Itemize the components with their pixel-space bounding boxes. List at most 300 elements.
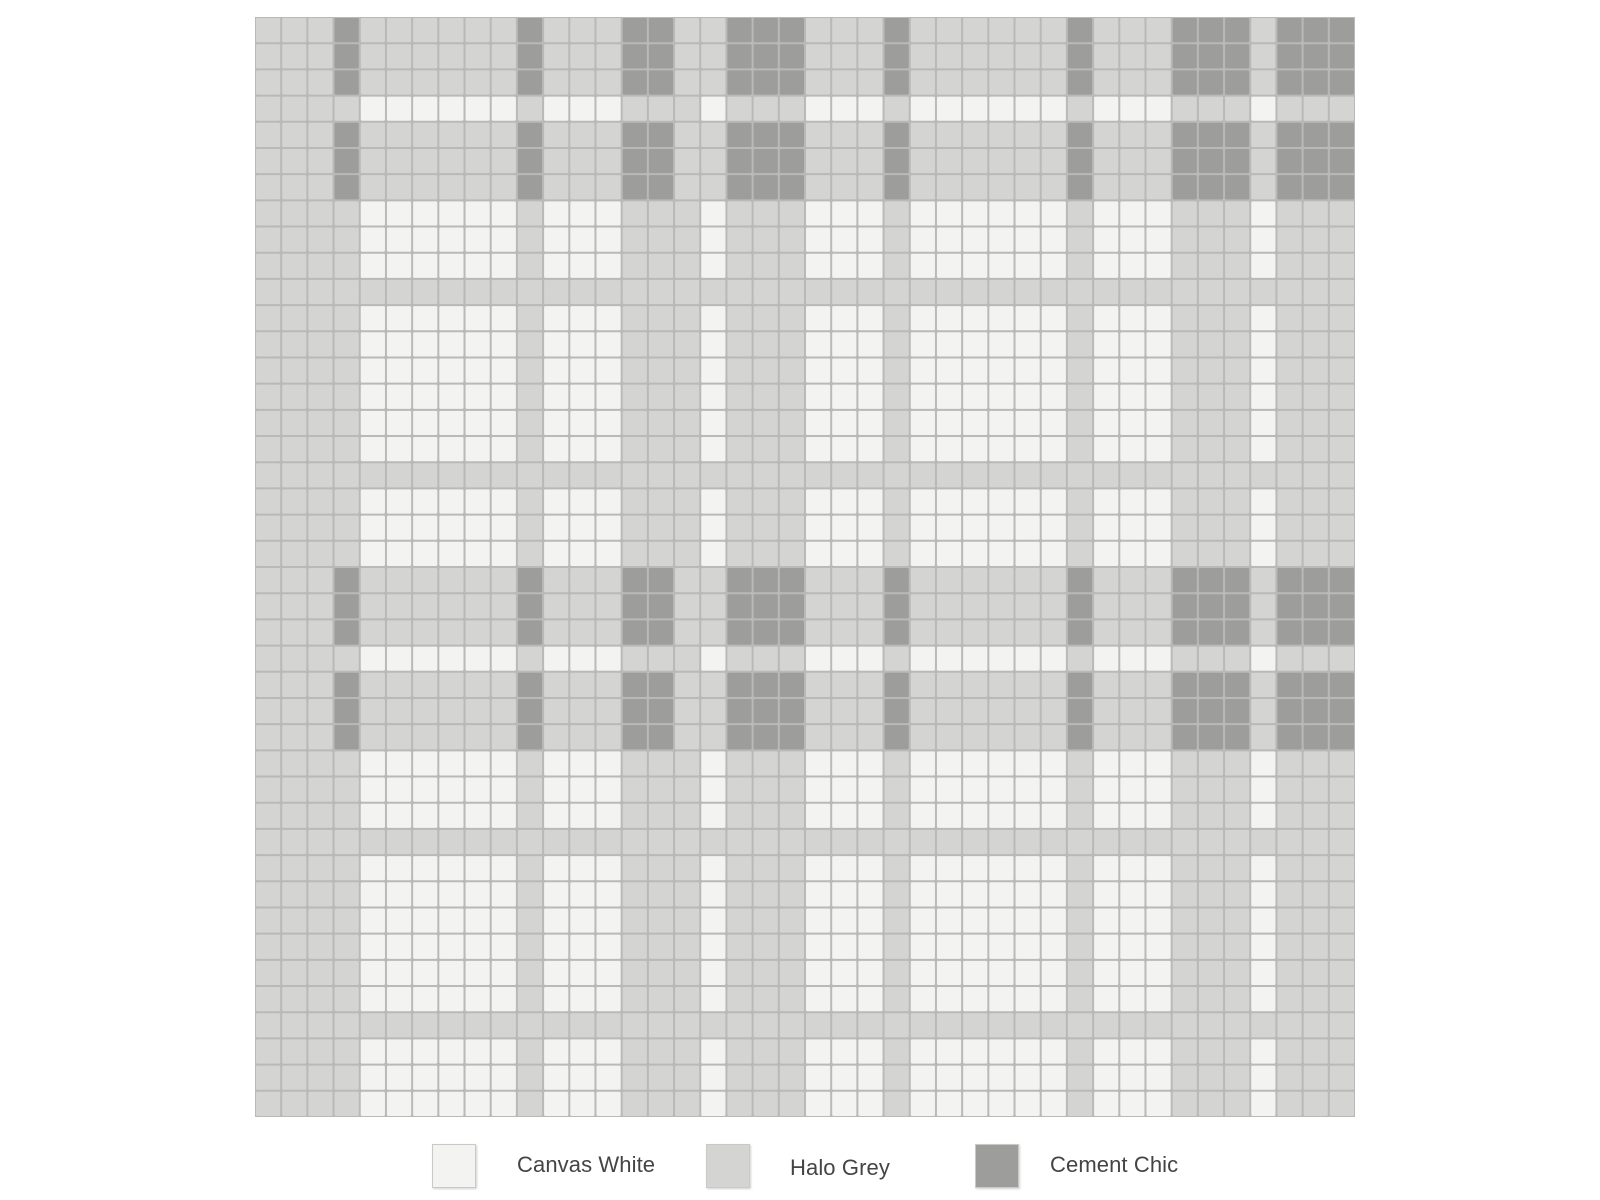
tile-halo-grey — [1304, 228, 1328, 252]
tile-halo-grey — [492, 594, 516, 618]
tile-halo-grey — [1173, 437, 1197, 461]
tile-halo-grey — [256, 280, 280, 304]
tile-canvas-white — [466, 1039, 490, 1063]
tile-halo-grey — [1225, 1066, 1249, 1090]
tile-canvas-white — [832, 647, 856, 671]
tile-halo-grey — [701, 620, 725, 644]
tile-canvas-white — [1094, 385, 1118, 409]
tile-cement-chic — [623, 44, 647, 68]
tile-canvas-white — [806, 385, 830, 409]
tile-halo-grey — [1146, 175, 1170, 199]
tile-halo-grey — [335, 751, 359, 775]
tile-canvas-white — [1251, 647, 1275, 671]
tile-halo-grey — [256, 673, 280, 697]
tile-canvas-white — [1120, 332, 1144, 356]
tile-canvas-white — [989, 516, 1013, 540]
tile-cement-chic — [1330, 123, 1354, 147]
tile-halo-grey — [282, 175, 306, 199]
tile-halo-grey — [1068, 489, 1092, 513]
tile-cement-chic — [1304, 699, 1328, 723]
tile-halo-grey — [754, 935, 778, 959]
tile-halo-grey — [675, 594, 699, 618]
tile-halo-grey — [256, 594, 280, 618]
tile-halo-grey — [989, 830, 1013, 854]
tile-canvas-white — [1042, 856, 1066, 880]
tile-canvas-white — [492, 1092, 516, 1116]
tile-canvas-white — [1042, 254, 1066, 278]
tile-halo-grey — [780, 882, 804, 906]
tile-cement-chic — [727, 149, 751, 173]
tile-cement-chic — [1330, 70, 1354, 94]
tile-cement-chic — [780, 18, 804, 42]
tile-halo-grey — [1094, 70, 1118, 94]
tile-halo-grey — [858, 673, 882, 697]
tile-halo-grey — [282, 908, 306, 932]
tile-canvas-white — [1094, 437, 1118, 461]
tile-cement-chic — [518, 620, 542, 644]
tile-halo-grey — [754, 1092, 778, 1116]
tile-halo-grey — [727, 516, 751, 540]
tile-halo-grey — [518, 463, 542, 487]
tile-cement-chic — [1277, 44, 1301, 68]
tile-halo-grey — [1016, 620, 1040, 644]
tile-canvas-white — [832, 961, 856, 985]
tile-halo-grey — [1251, 463, 1275, 487]
tile-halo-grey — [256, 856, 280, 880]
tile-halo-grey — [858, 123, 882, 147]
tile-halo-grey — [727, 254, 751, 278]
tile-canvas-white — [544, 987, 568, 1011]
tile-canvas-white — [963, 882, 987, 906]
tile-halo-grey — [727, 411, 751, 435]
tile-canvas-white — [413, 908, 437, 932]
tile-canvas-white — [1042, 332, 1066, 356]
tile-canvas-white — [1251, 306, 1275, 330]
tile-canvas-white — [1094, 882, 1118, 906]
tile-halo-grey — [1251, 18, 1275, 42]
tile-canvas-white — [937, 516, 961, 540]
tile-canvas-white — [858, 961, 882, 985]
tile-halo-grey — [885, 908, 909, 932]
tile-halo-grey — [675, 908, 699, 932]
tile-canvas-white — [963, 1039, 987, 1063]
tile-halo-grey — [1146, 830, 1170, 854]
tile-canvas-white — [439, 751, 463, 775]
tile-halo-grey — [1068, 97, 1092, 121]
tile-halo-grey — [1068, 987, 1092, 1011]
tile-halo-grey — [806, 568, 830, 592]
tile-halo-grey — [675, 1039, 699, 1063]
tile-halo-grey — [282, 44, 306, 68]
tile-halo-grey — [439, 149, 463, 173]
tile-canvas-white — [989, 882, 1013, 906]
tile-halo-grey — [387, 70, 411, 94]
tile-halo-grey — [387, 620, 411, 644]
tile-halo-grey — [1146, 70, 1170, 94]
tile-halo-grey — [649, 830, 673, 854]
tile-halo-grey — [439, 673, 463, 697]
tile-canvas-white — [1042, 97, 1066, 121]
tile-cement-chic — [623, 175, 647, 199]
tile-canvas-white — [596, 489, 620, 513]
tile-halo-grey — [701, 725, 725, 749]
tile-halo-grey — [1016, 699, 1040, 723]
tile-halo-grey — [649, 987, 673, 1011]
tile-halo-grey — [675, 463, 699, 487]
tile-halo-grey — [282, 987, 306, 1011]
tile-halo-grey — [858, 1013, 882, 1037]
tile-halo-grey — [256, 1066, 280, 1090]
tile-halo-grey — [1304, 1092, 1328, 1116]
tile-halo-grey — [544, 18, 568, 42]
tile-canvas-white — [858, 987, 882, 1011]
tile-canvas-white — [1016, 437, 1040, 461]
tile-halo-grey — [885, 385, 909, 409]
tile-halo-grey — [570, 175, 594, 199]
tile-halo-grey — [308, 908, 332, 932]
tile-canvas-white — [832, 856, 856, 880]
tile-halo-grey — [1173, 411, 1197, 435]
tile-halo-grey — [308, 725, 332, 749]
tile-halo-grey — [308, 647, 332, 671]
tile-canvas-white — [1251, 411, 1275, 435]
tile-halo-grey — [623, 856, 647, 880]
tile-halo-grey — [282, 804, 306, 828]
tile-halo-grey — [335, 856, 359, 880]
tile-canvas-white — [413, 228, 437, 252]
tile-canvas-white — [1042, 385, 1066, 409]
tile-halo-grey — [623, 778, 647, 802]
tile-halo-grey — [518, 228, 542, 252]
tile-canvas-white — [466, 411, 490, 435]
tile-halo-grey — [1330, 516, 1354, 540]
tile-halo-grey — [361, 70, 385, 94]
tile-canvas-white — [387, 411, 411, 435]
tile-cement-chic — [1277, 673, 1301, 697]
tile-halo-grey — [963, 44, 987, 68]
tile-halo-grey — [1199, 961, 1223, 985]
tile-halo-grey — [806, 725, 830, 749]
tile-cement-chic — [335, 44, 359, 68]
tile-halo-grey — [570, 673, 594, 697]
tile-canvas-white — [361, 778, 385, 802]
tile-halo-grey — [413, 594, 437, 618]
tile-halo-grey — [570, 18, 594, 42]
tile-halo-grey — [361, 123, 385, 147]
tile-canvas-white — [492, 437, 516, 461]
tile-halo-grey — [754, 856, 778, 880]
tile-halo-grey — [282, 385, 306, 409]
tile-halo-grey — [1277, 882, 1301, 906]
tile-halo-grey — [649, 1092, 673, 1116]
tile-halo-grey — [675, 647, 699, 671]
tile-halo-grey — [1173, 306, 1197, 330]
tile-halo-grey — [937, 568, 961, 592]
tile-canvas-white — [439, 1066, 463, 1090]
tile-canvas-white — [387, 489, 411, 513]
tile-canvas-white — [492, 254, 516, 278]
tile-canvas-white — [1094, 961, 1118, 985]
tile-halo-grey — [623, 751, 647, 775]
tile-cement-chic — [649, 699, 673, 723]
tile-halo-grey — [466, 123, 490, 147]
tile-canvas-white — [1120, 385, 1144, 409]
tile-halo-grey — [1277, 830, 1301, 854]
tile-halo-grey — [675, 201, 699, 225]
tile-cement-chic — [518, 44, 542, 68]
tile-canvas-white — [937, 306, 961, 330]
tile-halo-grey — [1199, 411, 1223, 435]
tile-canvas-white — [361, 856, 385, 880]
tile-halo-grey — [754, 332, 778, 356]
tile-canvas-white — [570, 542, 594, 566]
tile-halo-grey — [256, 961, 280, 985]
tile-halo-grey — [282, 725, 306, 749]
tile-halo-grey — [727, 935, 751, 959]
tile-halo-grey — [623, 908, 647, 932]
tile-canvas-white — [989, 778, 1013, 802]
tile-halo-grey — [1146, 673, 1170, 697]
tile-canvas-white — [1251, 1092, 1275, 1116]
tile-canvas-white — [466, 882, 490, 906]
tile-halo-grey — [1251, 1013, 1275, 1037]
tile-halo-grey — [754, 778, 778, 802]
tile-halo-grey — [885, 751, 909, 775]
tile-canvas-white — [466, 254, 490, 278]
tile-canvas-white — [1251, 856, 1275, 880]
tile-cement-chic — [335, 568, 359, 592]
tile-halo-grey — [1304, 332, 1328, 356]
tile-halo-grey — [1199, 542, 1223, 566]
tile-canvas-white — [806, 804, 830, 828]
tile-canvas-white — [1042, 882, 1066, 906]
tile-halo-grey — [1120, 123, 1144, 147]
tile-halo-grey — [675, 385, 699, 409]
tile-halo-grey — [1199, 935, 1223, 959]
tile-canvas-white — [963, 542, 987, 566]
tile-canvas-white — [387, 516, 411, 540]
tile-halo-grey — [282, 411, 306, 435]
tile-canvas-white — [1251, 437, 1275, 461]
tile-canvas-white — [1094, 1039, 1118, 1063]
tile-cement-chic — [780, 620, 804, 644]
tile-halo-grey — [1304, 751, 1328, 775]
tile-canvas-white — [1094, 201, 1118, 225]
tile-cement-chic — [780, 594, 804, 618]
tile-halo-grey — [1304, 516, 1328, 540]
tile-canvas-white — [466, 358, 490, 382]
tile-halo-grey — [1173, 804, 1197, 828]
tile-canvas-white — [544, 411, 568, 435]
tile-halo-grey — [596, 123, 620, 147]
tile-canvas-white — [570, 856, 594, 880]
tile-halo-grey — [1330, 1092, 1354, 1116]
tile-canvas-white — [1146, 1066, 1170, 1090]
tile-halo-grey — [623, 1066, 647, 1090]
tile-halo-grey — [282, 149, 306, 173]
tile-halo-grey — [335, 228, 359, 252]
tile-canvas-white — [1146, 385, 1170, 409]
tile-canvas-white — [989, 332, 1013, 356]
tile-halo-grey — [1277, 542, 1301, 566]
tile-canvas-white — [832, 1092, 856, 1116]
tile-halo-grey — [937, 725, 961, 749]
tile-halo-grey — [649, 935, 673, 959]
tile-canvas-white — [989, 306, 1013, 330]
tile-cement-chic — [1304, 673, 1328, 697]
tile-canvas-white — [701, 1066, 725, 1090]
tile-halo-grey — [623, 830, 647, 854]
tile-halo-grey — [1330, 201, 1354, 225]
tile-cement-chic — [1173, 725, 1197, 749]
tile-halo-grey — [1199, 332, 1223, 356]
tile-halo-grey — [335, 935, 359, 959]
tile-canvas-white — [832, 908, 856, 932]
tile-halo-grey — [1120, 70, 1144, 94]
tile-canvas-white — [832, 751, 856, 775]
tile-halo-grey — [727, 463, 751, 487]
tile-halo-grey — [466, 280, 490, 304]
tile-canvas-white — [413, 254, 437, 278]
tile-canvas-white — [937, 751, 961, 775]
tile-halo-grey — [1173, 358, 1197, 382]
tile-halo-grey — [361, 149, 385, 173]
tile-canvas-white — [387, 882, 411, 906]
tile-canvas-white — [911, 542, 935, 566]
tile-halo-grey — [1225, 1039, 1249, 1063]
tile-canvas-white — [1042, 1066, 1066, 1090]
tile-canvas-white — [361, 489, 385, 513]
tile-halo-grey — [806, 149, 830, 173]
tile-halo-grey — [1120, 44, 1144, 68]
tile-canvas-white — [806, 1039, 830, 1063]
tile-halo-grey — [675, 987, 699, 1011]
tile-halo-grey — [963, 620, 987, 644]
tile-canvas-white — [989, 1092, 1013, 1116]
tile-halo-grey — [1304, 254, 1328, 278]
tile-canvas-white — [1094, 856, 1118, 880]
tile-halo-grey — [335, 830, 359, 854]
tile-canvas-white — [1042, 411, 1066, 435]
tile-halo-grey — [1225, 778, 1249, 802]
tile-canvas-white — [570, 358, 594, 382]
tile-halo-grey — [780, 647, 804, 671]
tile-cement-chic — [335, 70, 359, 94]
tile-cement-chic — [885, 594, 909, 618]
tile-halo-grey — [256, 542, 280, 566]
tile-halo-grey — [1042, 123, 1066, 147]
tile-halo-grey — [1042, 725, 1066, 749]
tile-cement-chic — [727, 44, 751, 68]
tile-canvas-white — [989, 856, 1013, 880]
tile-halo-grey — [466, 463, 490, 487]
tile-canvas-white — [1120, 804, 1144, 828]
tile-halo-grey — [1068, 856, 1092, 880]
tile-halo-grey — [1173, 908, 1197, 932]
tile-canvas-white — [806, 647, 830, 671]
tile-cement-chic — [1068, 594, 1092, 618]
tile-halo-grey — [911, 70, 935, 94]
tile-halo-grey — [885, 437, 909, 461]
tile-halo-grey — [885, 1066, 909, 1090]
tile-canvas-white — [466, 332, 490, 356]
tile-halo-grey — [1042, 70, 1066, 94]
tile-halo-grey — [256, 1092, 280, 1116]
tile-halo-grey — [1068, 254, 1092, 278]
tile-halo-grey — [832, 1013, 856, 1037]
tile-halo-grey — [1173, 751, 1197, 775]
tile-halo-grey — [1094, 463, 1118, 487]
tile-halo-grey — [570, 830, 594, 854]
tile-halo-grey — [570, 568, 594, 592]
tile-halo-grey — [1225, 463, 1249, 487]
tile-halo-grey — [1251, 594, 1275, 618]
tile-halo-grey — [675, 228, 699, 252]
tile-canvas-white — [1251, 778, 1275, 802]
tile-canvas-white — [858, 97, 882, 121]
tile-halo-grey — [963, 568, 987, 592]
tile-canvas-white — [1146, 254, 1170, 278]
tile-canvas-white — [492, 411, 516, 435]
tile-canvas-white — [361, 987, 385, 1011]
tile-halo-grey — [308, 149, 332, 173]
tile-canvas-white — [1042, 1092, 1066, 1116]
tile-halo-grey — [1199, 254, 1223, 278]
tile-cement-chic — [649, 175, 673, 199]
tile-halo-grey — [1225, 935, 1249, 959]
tile-halo-grey — [1173, 97, 1197, 121]
tile-halo-grey — [1304, 385, 1328, 409]
tile-halo-grey — [361, 175, 385, 199]
tile-halo-grey — [1199, 804, 1223, 828]
tile-canvas-white — [596, 1039, 620, 1063]
tile-cement-chic — [1173, 620, 1197, 644]
tile-canvas-white — [387, 935, 411, 959]
tile-halo-grey — [544, 620, 568, 644]
tile-canvas-white — [937, 97, 961, 121]
tile-canvas-white — [806, 778, 830, 802]
tile-halo-grey — [335, 97, 359, 121]
tile-canvas-white — [1120, 437, 1144, 461]
tile-halo-grey — [282, 647, 306, 671]
tile-canvas-white — [413, 882, 437, 906]
tile-cement-chic — [1225, 175, 1249, 199]
tile-halo-grey — [387, 149, 411, 173]
tile-canvas-white — [1016, 935, 1040, 959]
tile-halo-grey — [1199, 1013, 1223, 1037]
tile-halo-grey — [1173, 856, 1197, 880]
tile-halo-grey — [754, 1013, 778, 1037]
tile-halo-grey — [675, 856, 699, 880]
tile-halo-grey — [1120, 149, 1144, 173]
tile-halo-grey — [1016, 123, 1040, 147]
tile-canvas-white — [413, 1092, 437, 1116]
tile-canvas-white — [413, 489, 437, 513]
tile-halo-grey — [1225, 332, 1249, 356]
tile-halo-grey — [308, 358, 332, 382]
tile-halo-grey — [439, 1013, 463, 1037]
tile-halo-grey — [1330, 830, 1354, 854]
tile-canvas-white — [570, 306, 594, 330]
tile-halo-grey — [308, 935, 332, 959]
tile-canvas-white — [361, 1092, 385, 1116]
tile-canvas-white — [596, 882, 620, 906]
tile-cement-chic — [754, 18, 778, 42]
tile-halo-grey — [623, 228, 647, 252]
tile-halo-grey — [1199, 856, 1223, 880]
tile-halo-grey — [701, 699, 725, 723]
tile-halo-grey — [806, 830, 830, 854]
